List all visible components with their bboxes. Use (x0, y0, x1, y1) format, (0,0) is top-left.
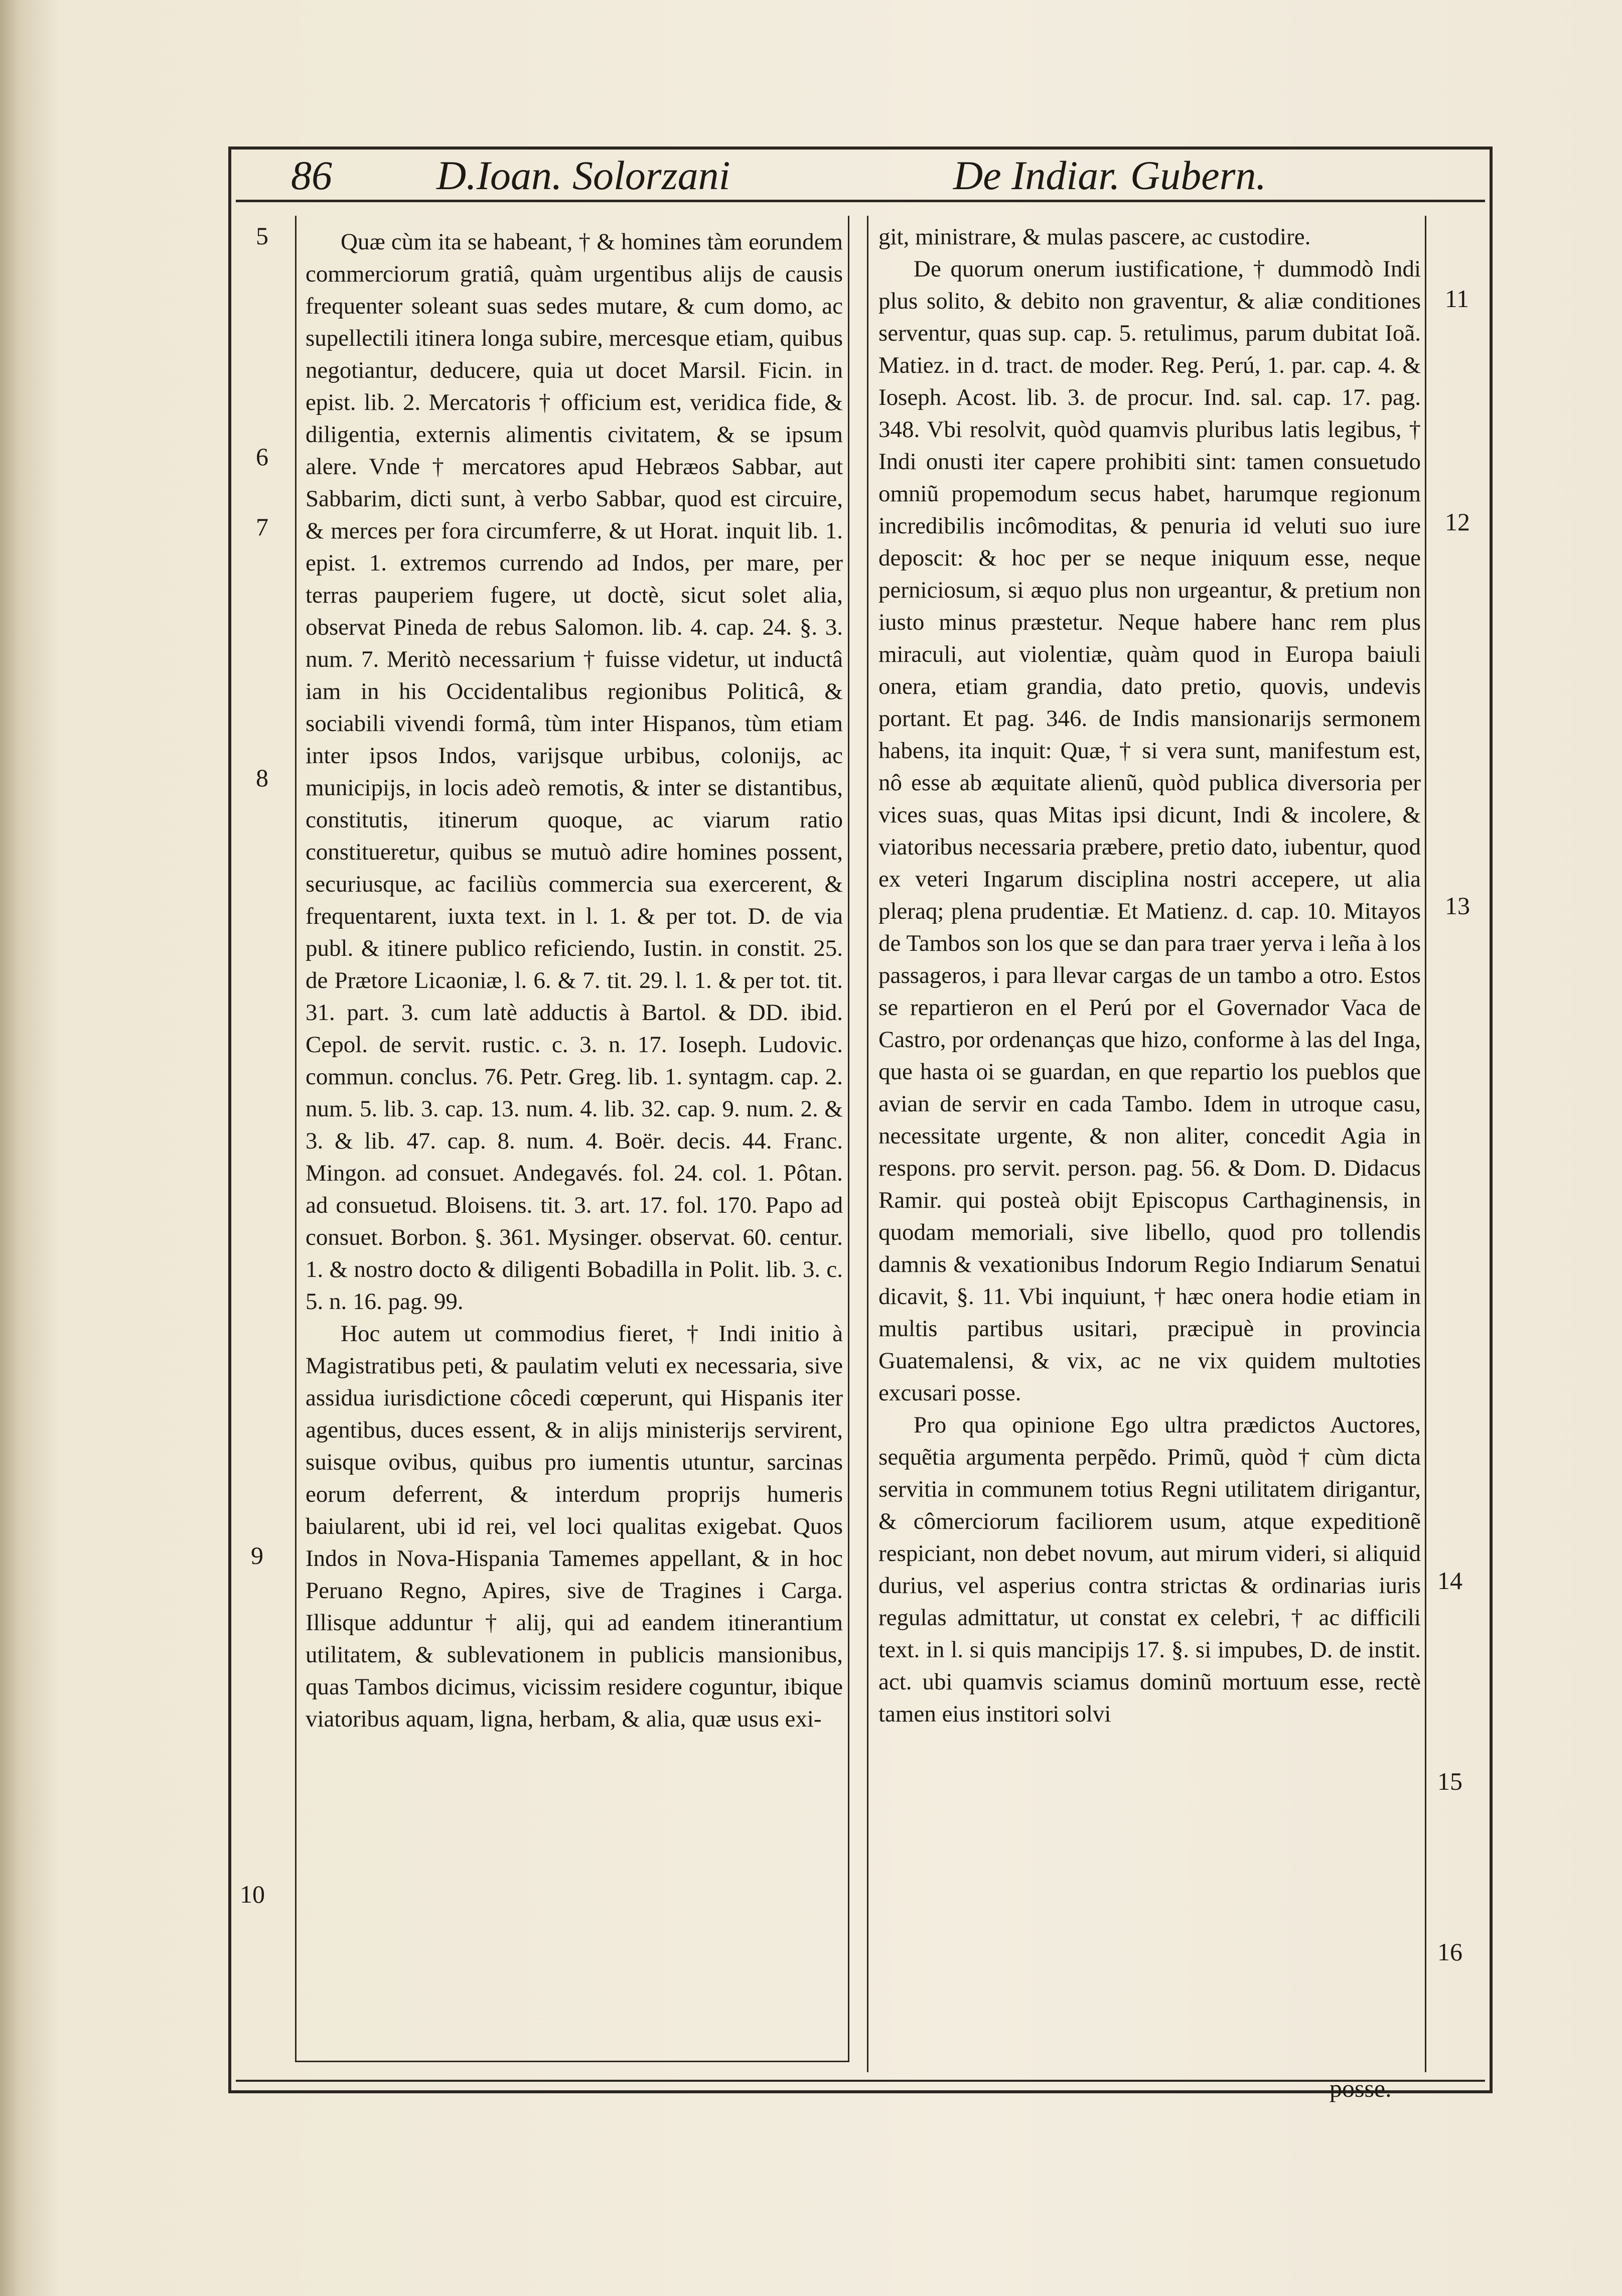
text-column-right (867, 216, 1426, 2072)
margin-number: 5 (256, 222, 268, 250)
paragraph: Quæ cùm ita se habeant, † & homines tàm eorundem commerciorum gratiâ, quàm urgentibus alijs de causis frequenter soleant suas sedes mutare, & cum domo, ac supellectili itinera longa subire, mercesque etiam, quibus negotiantur, deducere, quia ut docet Marsil. Ficin. in epist. lib. 2. Mercatoris † officium est, veridica fide, & diligentia, externis alimentis civitatem, & se ipsum alere. Vnde † mercatores apud Hebræos Sabbar, aut Sabbarim, dicti sunt, à verbo Sabbar, quod est circuire, & merces per fora circumferre, & ut Horat. inquit lib. 1. epist. 1. extremos currendo ad Indos, per mare, per terras pauperiem fugere, ut doctè, sicut solet alia, observat Pineda de rebus Salomon. lib. 4. cap. 24. §. 3. num. 7. Meritò necessarium † fuisse videtur, ut inductâ iam in his Occidentalibus regionibus Politicâ, & sociabili vivendi formâ, tùm inter Hispanos, tùm etiam inter ipsos Indos, varijsque urbibus, colonijs, ac municipijs, in locis adeò remotis, & inter se distantibus, constitutis, itinerum quoque, ac viarum ratio constitueretur, quibus se mutuò adire homines possent, securiusque, ac faciliùs commercia sua exercerent, & frequentarent, iuxta text. in l. 1. & per tot. D. de via publ. & itinere publico reficiendo, Iustin. in constit. 25. de Prætore Licaoniæ, l. 6. & 7. tit. 29. l. 1. & per tot. tit. 31. part. 3. cum latè adductis à Bartol. & DD. ibid. Cepol. de servit. rustic. c. 3. n. 17. Ioseph. Ludovic. commun. conclus. 76. Petr. Greg. lib. 1. syntagm. cap. 2. num. 5. lib. 3. cap. 13. num. 4. lib. 32. cap. 9. num. 2. & 3. & lib. 47. cap. 8. num. 4. Boër. decis. 44. Franc. Mingon. ad consuet. Andegavés. fol. 24. col. 1. Pôtan. ad consuetud. Bloisens. tit. 3. art. 17. fol. 170. Papo ad consuet. Borbon. §. 361. Mysinger. observat. 60. centur. 1. & nostro docto & diligenti Bobadilla in Polit. lib. 3. c. 5. n. 16. pag. 99. (306, 229, 843, 1315)
header-rule (236, 200, 1485, 202)
paragraph: git, ministrare, & mulas pascere, ac custodire. (878, 224, 1311, 250)
running-head-author: D.Ioan. Solorzani (436, 153, 730, 198)
margin-number: 13 (1445, 892, 1470, 920)
catchword: posse. (1330, 2074, 1392, 2102)
margin-number: 10 (240, 1880, 265, 1908)
bottom-rule (236, 2080, 1485, 2082)
margin-number: 16 (1437, 1938, 1462, 1966)
margin-number: 6 (256, 443, 268, 471)
margin-number: 8 (256, 764, 268, 792)
margin-number: 12 (1445, 508, 1470, 536)
margin-number: 14 (1437, 1566, 1462, 1595)
page-number: 86 (291, 153, 332, 198)
paragraph: Hoc autem ut commodius fieret, † Indi initio à Magistratibus peti, & paulatim veluti ex necessaria, sive assidua iurisdictione côcedi cœperunt, qui Hispanis iter agentibus, duces essent, & in alijs ministerijs servirent, suisque ovibus, quibus pro iumentis utuntur, sarcinas eorum deferrent, & interdum proprijs humeris baiularent, ubi id rei, vel loci qualitas exigebat. Quos Indos in Nova-Hispania Tamemes appellant, & in hoc Peruano Regno, Apires, sive de Tragines i Carga. Illisque adduntur † alij, qui ad eandem itinerantium utilitatem, & sublevationem in publicis mansionibus, quas Tambos dicimus, vicissim residere coguntur, ibique viatoribus aquam, ligna, herbam, & alia, quæ usus exi- (306, 1321, 843, 1732)
margin-number: 7 (256, 513, 268, 541)
running-head-subject: De Indiar. Gubern. (953, 153, 1267, 198)
text-column-left (295, 216, 849, 2062)
paragraph: Pro qua opinione Ego ultra prædictos Auctores, sequẽtia argumenta perpẽdo. Primũ, quòd † cùm dicta servitia in communem totius Regni utilitatem dirigantur, & cômerciorum faciliorem usum, atque expeditionẽ respiciant, non debet novum, aut mirum videri, si aliquid durius, vel asperius contra strictas & ordinarias iuris regulas admittatur, ut constat ex celebri, † ac difficili text. in l. si quis mancipijs 17. §. si impubes, D. de instit. act. ubi quamvis sciamus dominũ mortuum esse, rectè tamen eius institori solvi (878, 1412, 1421, 1727)
paragraph: De quorum onerum iustificatione, † dummodò Indi plus solito, & debito non graventur, & aliæ conditiones serventur, quas sup. cap. 5. retulimus, parum dubitat Ioã. Matiez. in d. tract. de moder. Reg. Perú, 1. par. cap. 4. & Ioseph. Acost. lib. 3. de procur. Ind. sal. cap. 17. pag. 348. Vbi resolvit, quòd quamvis pluribus latis legibus, † Indi onusti iter capere prohibiti sint: tamen consuetudo omniũ propemodum secus habet, harumque regionum incredibilis incômoditas, & penuria id veluti suo iure deposcit: & hoc per se neque iniquum esse, neque perniciosum, si æquo plus non urgeantur, & pretium non iusto minus præstetur. Neque habere hanc rem plus miraculi, aut violentiæ, quàm quod in Europa baiuli onera, etiam grandia, dato pretio, quovis, undevis portant. Et pag. 346. de Indis mansionarijs sermonem habens, ita inquit: Quæ, † si vera sunt, manifestum est, nô esse ab æquitate alienũ, quòd publica diversoria per vices suas, quas Mitas ipsi dicunt, Indi & incolere, & viatoribus necessaria præbere, pretio dato, iubentur, quod ex veteri Ingarum disciplina nostri accepere, ut alia pleraq; plena prudentiæ. Et Matienz. d. cap. 10. Mitayos de Tambos son los que se dan para traer yerva i leña à los passageros, i para llevar cargas de un tambo a otro. Estos se repartieron en el Perú por el Governador Vaca de Castro, por ordenanças que hizo, conforme à las del Inga, que hasta oi se guardan, en que repartio los pueblos que avian de servir en cada Tambo. Idem in utroque casu, necessitate urgente, & non aliter, concedit Agia in respons. pro servit. person. pag. 56. & Dom. D. Didacus Ramir. qui posteà obijt Episcopus Carthaginensis, in quodam memoriali, sive libello, quod pro tollendis damnis & vexationibus Indorum Regio Indiarum Senatui dicavit, §. 11. Vbi inquiunt, † hæc onera hodie etiam in multis partibus usitari, præcipuè in provincia Guatemalensi, & vix, ac ne vix quidem multoties excusari posse. (878, 256, 1421, 1406)
margin-number: 9 (251, 1541, 263, 1569)
margin-number: 11 (1445, 284, 1469, 313)
margin-number: 15 (1437, 1767, 1462, 1795)
